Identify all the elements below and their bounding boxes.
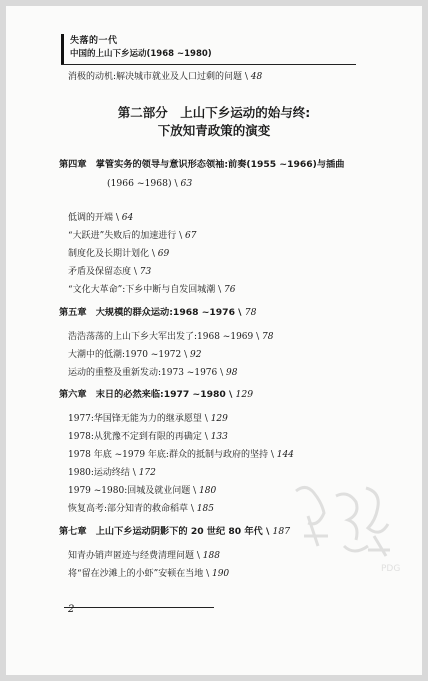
section-page: 73: [139, 267, 152, 277]
chapter-4-title: [59, 158, 344, 172]
section-text: 低调的开端 \: [68, 213, 122, 223]
toc-entry: [68, 71, 262, 83]
chapter-4-title-cont-text: (1966 ~1968) \: [107, 178, 181, 189]
toc-section: [68, 449, 294, 461]
part-title-line-1: 第二部分 上山下乡运动的始与终:: [117, 105, 311, 120]
chapter-6-title: [59, 388, 253, 402]
section-page: 188: [202, 551, 220, 561]
toc-section: [68, 550, 220, 562]
section-text: 大潮中的低潮:1970 ~1972 \: [68, 350, 190, 360]
section-page: 172: [138, 468, 156, 478]
pdg-watermark-stamp: [286, 476, 406, 576]
section-page: 92: [190, 350, 202, 360]
chapter-6-page: 129: [235, 389, 254, 400]
chapter-5-page: 78: [244, 307, 257, 318]
section-page: 185: [196, 504, 214, 514]
toc-entry-page: 48: [250, 72, 263, 82]
toc-section: [68, 230, 196, 242]
toc-section: [68, 284, 235, 296]
toc-section: [68, 431, 228, 443]
chapter-7-page: 187: [272, 526, 291, 537]
chapter-4-title-continued: [107, 177, 192, 191]
section-text: 制度化及长期计划化 \: [68, 249, 158, 259]
toc-section: [68, 503, 214, 515]
section-text: 恢复高考:部分知青的救命稻草 \: [68, 504, 197, 514]
section-text: 1977:华国锋无能为力的继承愿望 \: [68, 414, 211, 424]
toc-section: [68, 331, 273, 343]
header-rule: [61, 64, 356, 65]
section-text: 浩浩荡荡的上山下乡大军出发了:1968 ~1969 \: [68, 332, 262, 342]
section-page: 144: [276, 450, 294, 460]
chapter-7-title-text: 第七章 上山下乡运动阴影下的 20 世纪 80 年代 \: [59, 526, 273, 537]
chapter-7-title: [59, 525, 290, 539]
running-header-title: 失落的一代: [70, 36, 118, 46]
section-page: 64: [121, 213, 134, 223]
page-number: 2: [68, 604, 75, 615]
section-page: 69: [157, 249, 170, 259]
chapter-4-page: 63: [180, 178, 193, 189]
toc-entry-text: 消极的动机:解决城市就业及人口过剩的问题 \: [68, 72, 251, 82]
part-title-line-2: 下放知青政策的演变: [157, 123, 271, 138]
section-text: 1980:运动终结 \: [68, 468, 139, 478]
section-page: 67: [184, 231, 197, 241]
section-page: 98: [226, 368, 238, 378]
toc-section: [68, 266, 151, 278]
header-vertical-rule: [61, 34, 64, 64]
section-page: 78: [262, 332, 274, 342]
section-text: 1978 年底 ~1979 年底:群众的抵制与政府的坚持 \: [68, 450, 277, 460]
section-text: 1978:从犹豫不定到有限的再确定 \: [68, 432, 211, 442]
section-page: 190: [211, 569, 230, 579]
chapter-6-title-text: 第六章 末日的必然来临:1977 ~1980 \: [59, 389, 236, 400]
document-page: [6, 6, 422, 675]
toc-section: [68, 485, 216, 497]
section-page: 76: [224, 285, 236, 295]
toc-section: [68, 568, 229, 580]
chapter-4-title-text: 第四章 掌管实务的领导与意识形态领袖:前奏(1955 ~1966)与插曲: [59, 159, 345, 170]
toc-section: [68, 467, 156, 479]
section-text: “大跃进”失败后的加速进行 \: [68, 231, 185, 241]
toc-section: [68, 413, 228, 425]
toc-section: [68, 248, 169, 260]
toc-section: [68, 349, 201, 361]
section-page: 133: [210, 432, 228, 442]
section-text: 矛盾及保留态度 \: [68, 267, 140, 277]
section-text: 将“留在沙滩上的小虾”安顿在当地 \: [68, 569, 212, 579]
footer-rule: [64, 607, 214, 608]
section-text: 运动的重整及重新发动:1973 ~1976 \: [68, 368, 226, 378]
stamp-label: PDG: [381, 564, 401, 574]
chapter-5-title-text: 第五章 大规模的群众运动:1968 ~1976 \: [59, 307, 245, 318]
toc-section: [68, 367, 237, 379]
chapter-5-title: [59, 306, 256, 320]
section-page: 180: [199, 486, 217, 496]
running-header-subtitle: 中国的上山下乡运动(1968 ~1980): [70, 49, 212, 59]
toc-section: [68, 212, 133, 224]
section-text: 知青办销声匿迹与经费清理问题 \: [68, 551, 203, 561]
section-text: 1979 ~1980:回城及就业问题 \: [68, 486, 199, 496]
section-text: “文化大革命”:下乡中断与自发回城潮 \: [68, 285, 224, 295]
section-page: 129: [210, 414, 228, 424]
